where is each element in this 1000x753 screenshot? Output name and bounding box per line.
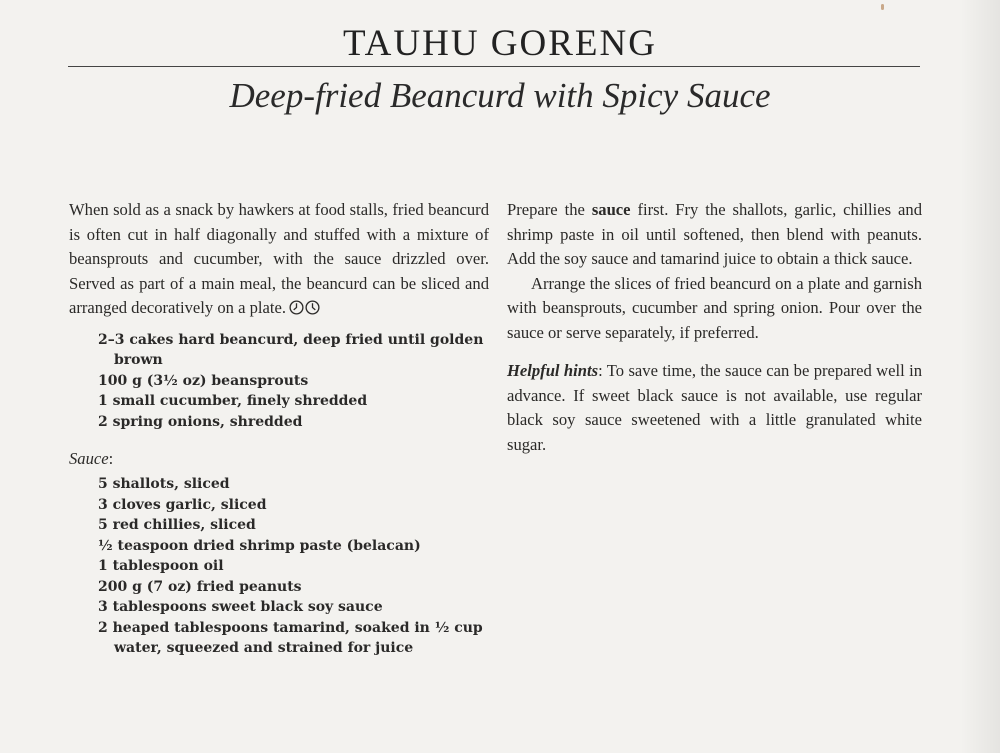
- sauce-heading-label: Sauce: [69, 449, 109, 468]
- recipe-title: TAUHU GORENG: [343, 23, 657, 64]
- method-step-1: [507, 198, 922, 272]
- clock-icon: [289, 300, 304, 315]
- sauce-ingredient-item: 1 tablespoon oil: [98, 558, 224, 574]
- sauce-ingredient-item: 5 shallots, sliced: [98, 476, 230, 492]
- helpful-hints-colon: :: [598, 361, 603, 380]
- sauce-ingredient-item: 200 g (7 oz) fried peanuts: [98, 578, 302, 595]
- sauce-heading-colon: :: [108, 449, 114, 468]
- left-column: [69, 198, 489, 659]
- intro-text: When sold as a snack by hawkers at food stalls, fried beancurd is often cut in half diagonally and stuffed with a mixture of beansprouts and cucumber, with the sauce drizzled over. Served as part of a main meal, the beancurd can be sliced and arranged decoratively on a plate.: [69, 200, 489, 317]
- title-rule: [68, 66, 920, 67]
- sauce-heading: [69, 447, 489, 471]
- recipe-subtitle: Deep-fried Beancurd with Spicy Sauce: [229, 76, 771, 115]
- helpful-hints-text: To save time, the sauce can be prepared well in advance. If sweet black sauce is not available, use regular black soy sauce sweetened with a little granulated white sugar.: [507, 361, 922, 454]
- method-step-2-text: Arrange the slices of fried beancurd on a plate and garnish with beansprouts, cucumber and spring onion. Pour over the sauce or serve separately, if preferred.: [507, 273, 922, 342]
- sauce-ingredient-item: 5 red chillies, sliced: [98, 517, 256, 533]
- ingredient-item: 2 spring onions, shredded: [98, 413, 303, 430]
- helpful-hints: [507, 359, 922, 457]
- ingredient-list: [69, 330, 489, 433]
- difficulty-indicator: [289, 298, 321, 323]
- method-step-1-bold: sauce: [591, 200, 631, 219]
- sauce-ingredient-item: 2 heaped tablespoons tamarind, soaked in ½ cup water, squeezed and strained for juice: [98, 619, 483, 656]
- method-step-1-text: Prepare the: [507, 200, 592, 219]
- sauce-ingredient-item: 3 cloves garlic, sliced: [98, 496, 267, 513]
- right-column: [507, 198, 922, 457]
- intro-paragraph: [69, 198, 489, 323]
- ingredient-item: 100 g (3½ oz) beansprouts: [98, 372, 309, 389]
- sauce-ingredient-item: 3 tablespoons sweet black soy sauce: [98, 599, 383, 615]
- sauce-ingredient-item: ½ teaspoon dried shrimp paste (belacan): [98, 537, 421, 554]
- ingredient-item: 2–3 cakes hard beancurd, deep fried until golden brown: [98, 331, 484, 368]
- helpful-hints-label: Helpful hints: [507, 361, 599, 380]
- method-step-1-rest: first. Fry the shallots, garlic, chillies and shrimp paste in oil until softened, then blend with peanuts. Add the soy sauce and tamarind juice to obtain a thick sauce.: [507, 200, 922, 268]
- paper-speck: [881, 4, 884, 10]
- ingredient-item: 1 small cucumber, finely shredded: [98, 393, 368, 409]
- clock-icon: [305, 300, 320, 315]
- sauce-ingredient-list: [69, 474, 489, 659]
- method-step-2: [507, 272, 922, 346]
